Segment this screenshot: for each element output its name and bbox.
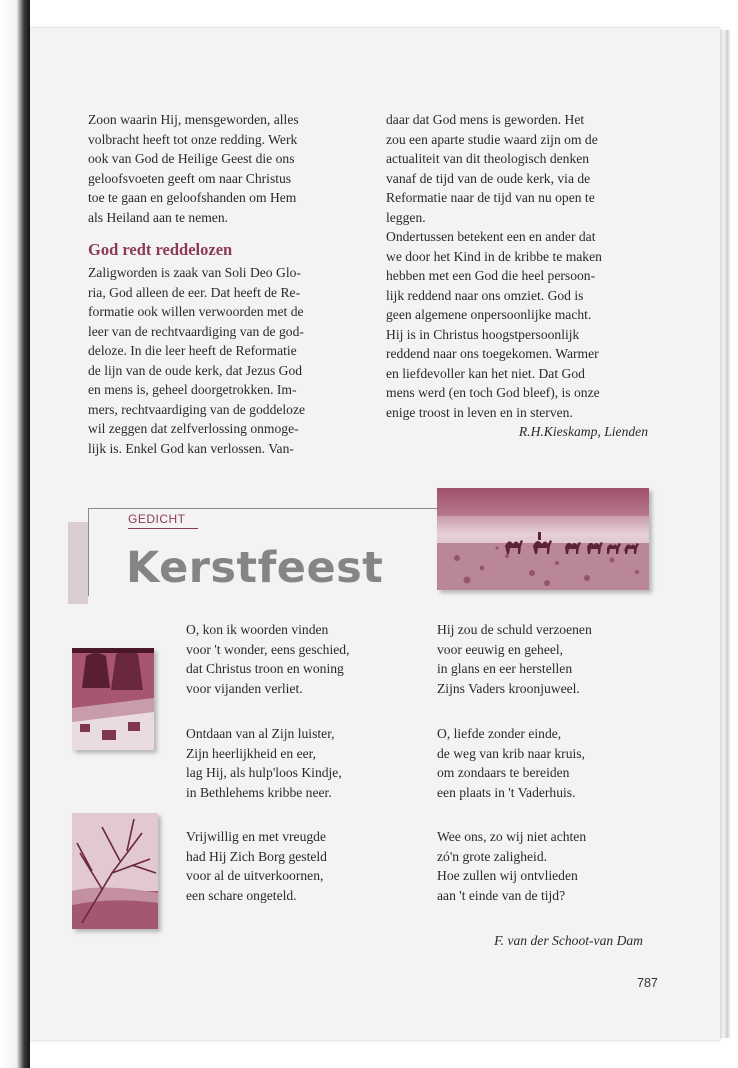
verse-line: dat Christus troon en woning (186, 661, 344, 676)
poem-stanza (186, 620, 349, 698)
text-line: actualiteit van dit theologisch denken (386, 151, 590, 166)
page-number: 787 (637, 976, 658, 990)
text-line: ria, God alleen de eer. Dat heeft de Re- (88, 284, 301, 300)
church-bells-photo (72, 648, 154, 750)
verse-line: voor eeuwig en geheel, (437, 641, 564, 657)
verse-line: O, liefde zonder einde, (437, 726, 562, 741)
article-signature: R.H.Kieskamp, Lienden (518, 424, 648, 439)
text-line: lijk is. Enkel God kan verlossen. Van- (88, 440, 294, 456)
article-right-column (386, 110, 648, 442)
verse-line: Zijn heerlijkheid en eer, (186, 745, 317, 761)
text-line: hebben met een God die heel persoon- (386, 268, 596, 283)
text-line: vanaf de tijd van de oude kerk, via de (386, 170, 591, 186)
text-line: enige troost in leven en in sterven. (386, 404, 573, 420)
verse-line: Wee ons, zo wij niet achten (437, 829, 587, 844)
verse-line: een schare ongeteld. (186, 887, 297, 903)
text-line: mens werd (en toch God bleef), is onze (386, 385, 600, 400)
verse-line: in Bethlehems kribbe neer. (186, 784, 332, 800)
section-label-underline (128, 528, 198, 529)
verse-line: Hij zou de schuld verzoenen (437, 622, 592, 637)
verse-line: aan 't einde van de tijd? (437, 887, 566, 903)
text-line: toe te gaan en geloofshanden om Hem (88, 190, 297, 205)
poem-stanza (437, 724, 585, 802)
verse-line: de weg van krib naar kruis, (437, 745, 585, 761)
verse-line: in glans en eer herstellen (437, 661, 573, 676)
body-paragraph (386, 227, 648, 422)
text-line: daar dat God mens is geworden. Het (386, 112, 585, 127)
verse-line: O, kon ik woorden vinden (186, 622, 329, 637)
poem-stanza (186, 827, 327, 905)
body-paragraph (386, 110, 648, 227)
verse-line: zó'n grote zaligheid. (437, 848, 548, 864)
camel-caravan-photo (437, 488, 649, 590)
poem-stanza (437, 827, 586, 905)
article-left-column (88, 110, 360, 458)
text-line: Zoon waarin Hij, mensgeworden, alles (88, 112, 299, 127)
verse-line: Hoe zullen wij ontvlieden (437, 868, 578, 883)
section-heading: God redt reddelozen (88, 240, 233, 259)
poem-author: F. van der Schoot-van Dam (494, 933, 643, 948)
text-line: formatie ook willen verwoorden met de (88, 304, 304, 319)
text-line: als Heiland aan te nemen. (88, 209, 229, 225)
verse-line: Zijns Vaders kroonjuweel. (437, 680, 580, 696)
text-line: geen algemene onpersoonlijke macht. (386, 307, 592, 322)
text-line: mers, rechtvaardiging van de goddeloze (88, 401, 306, 417)
text-line: lijk reddend naar ons omziet. God is (386, 287, 584, 303)
text-line: en mens is, geheel doorgetrokken. Im- (88, 382, 297, 397)
section-label: GEDICHT (128, 512, 186, 526)
bare-branch-photo (72, 813, 158, 929)
text-line: de lijn van de oude kerk, dat Jezus God (88, 362, 303, 378)
accent-bar (68, 522, 88, 604)
book-spine-shadow (0, 0, 30, 1068)
text-line: we door het Kind in de kribbe te maken (386, 248, 602, 264)
poem-stanza (186, 724, 342, 802)
verse-line: Vrijwillig en met vreugde (186, 829, 326, 844)
text-line: en liefdevoller kan het niet. Dat God (386, 365, 585, 381)
body-paragraph (88, 263, 360, 458)
text-line: geloofsvoeten geeft om naar Christus (88, 170, 292, 186)
page-edge (720, 30, 730, 1038)
text-line: Reformatie naar de tijd van nu open te (386, 190, 595, 205)
text-line: reddend naar ons toegekomen. Warmer (386, 346, 599, 361)
verse-line: Ontdaan van al Zijn luister, (186, 726, 335, 741)
poem-stanza (437, 620, 592, 698)
text-line: ook van God de Heilige Geest die ons (88, 151, 295, 166)
text-line: zou een aparte studie waard zijn om de (386, 131, 598, 147)
verse-line: voor vijanden verliet. (186, 680, 303, 696)
header-rule (88, 508, 440, 509)
header-rule-vertical (88, 508, 89, 596)
text-line: volbracht heeft tot onze redding. Werk (88, 131, 298, 147)
text-line: Hij is in Christus hoogstpersoonlijk (386, 326, 580, 342)
text-line: Ondertussen betekent een en ander dat (386, 229, 596, 244)
poem-title: Kerstfeest (126, 543, 384, 593)
verse-line: lag Hij, als hulp'loos Kindje, (186, 765, 342, 780)
verse-line: had Hij Zich Borg gesteld (186, 848, 327, 864)
verse-line: om zondaars te bereiden (437, 765, 570, 780)
text-line: wil zeggen dat zelfverlossing onmoge- (88, 421, 299, 436)
text-line: leggen. (386, 209, 426, 225)
intro-paragraph (88, 110, 360, 227)
text-line: Zaligworden is zaak van Soli Deo Glo- (88, 265, 301, 280)
verse-line: voor 't wonder, eens geschied, (186, 641, 350, 657)
text-line: deloze. In die leer heeft de Reformatie (88, 343, 297, 358)
verse-line: een plaats in 't Vaderhuis. (437, 784, 576, 800)
verse-line: voor al de uitverkoornen, (186, 868, 324, 883)
text-line: leer van de rechtvaardiging van de god- (88, 323, 304, 339)
